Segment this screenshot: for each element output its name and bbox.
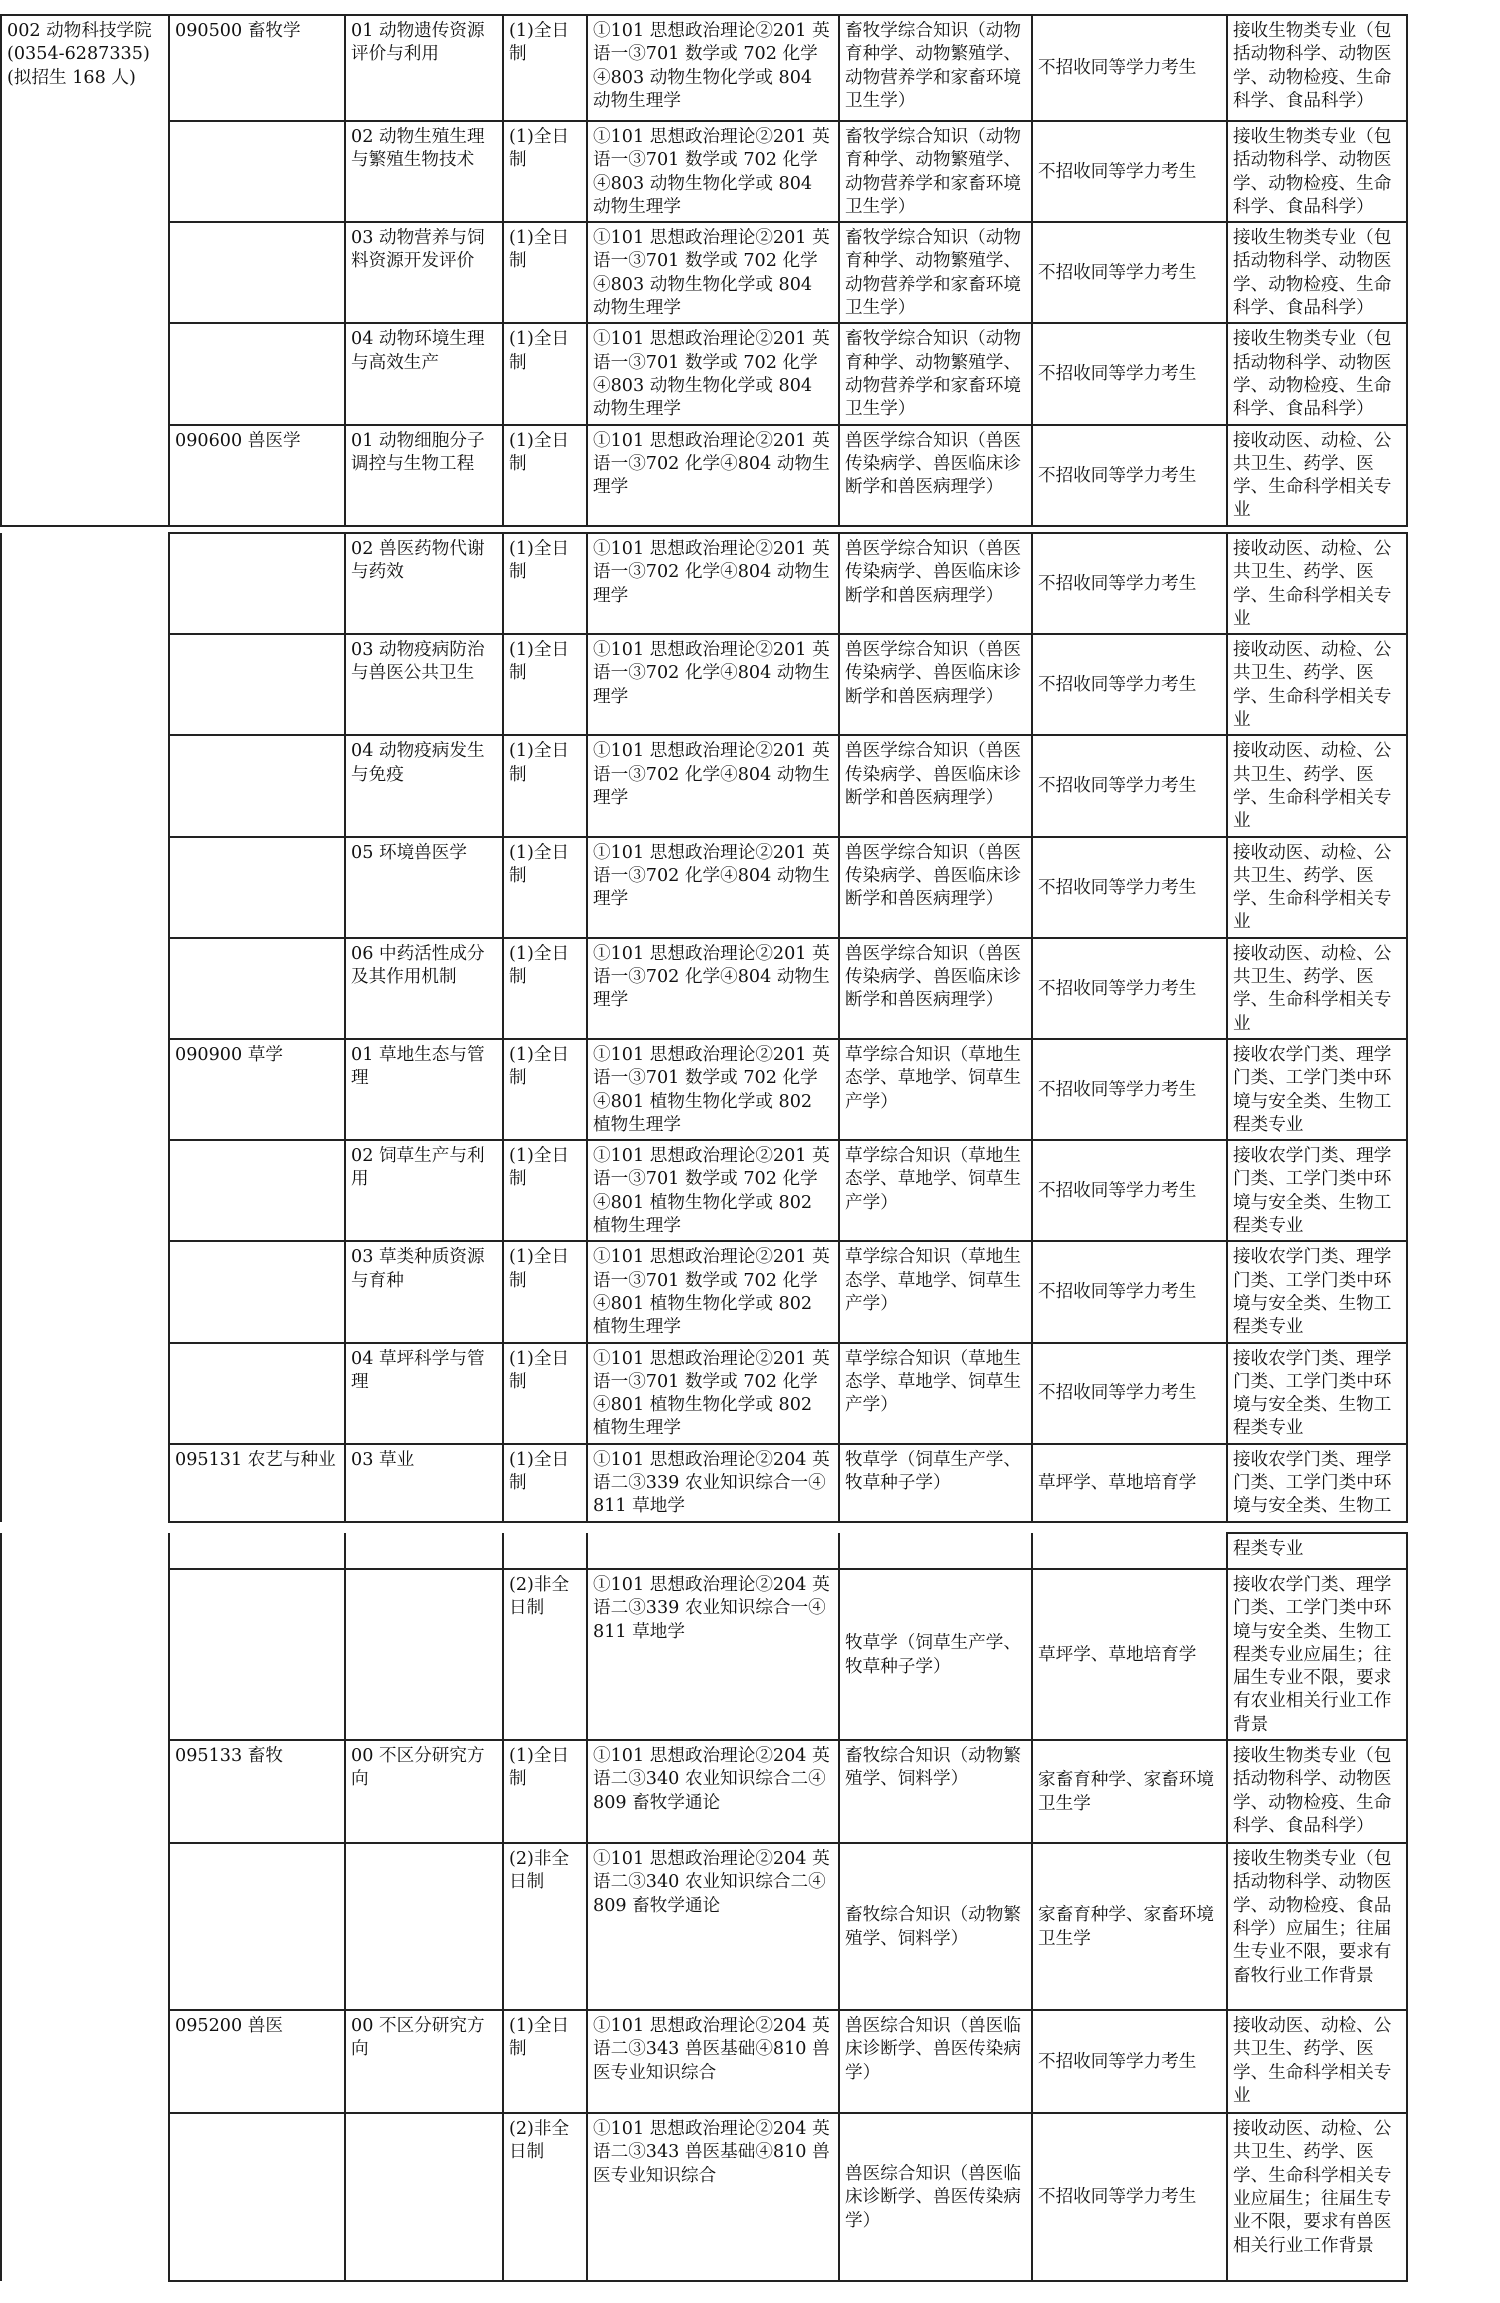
cell-major: 095131 农艺与种业 <box>169 1444 345 1522</box>
table-row <box>1 533 1407 634</box>
cell-retest: 畜牧学综合知识（动物育种学、动物繁殖学、动物营养学和家畜环境卫生学） <box>839 323 1032 424</box>
cell-remark: 接收农学门类、理学门类、工学门类中环境与安全类、生物工程类专业 <box>1227 1343 1407 1444</box>
cell-extra: 不招收同等学力考生 <box>1032 222 1227 323</box>
cell-retest: 兽医综合知识（兽医临床诊断学、兽医传染病学） <box>839 2113 1032 2281</box>
cell-exam: ①101 思想政治理论②201 英语一③701 数学或 702 化学④801 植物生物化学或 802 植物生理学 <box>587 1241 839 1342</box>
cell-direction <box>345 2113 503 2281</box>
cell-extra: 不招收同等学力考生 <box>1032 1039 1227 1140</box>
catalog-table-2 <box>0 532 1408 1523</box>
cell-extra <box>1032 1533 1227 1569</box>
cell-direction <box>345 1843 503 2010</box>
cell-mode: (1)全日制 <box>503 1241 587 1342</box>
cell-exam: ①101 思想政治理论②201 英语一③701 数学或 702 化学④803 动物生物化学或 804 动物生理学 <box>587 121 839 222</box>
cell-mode: (1)全日制 <box>503 1140 587 1241</box>
cell-mode: (2)非全日制 <box>503 2113 587 2281</box>
cell-mode: (1)全日制 <box>503 1444 587 1522</box>
cell-remark: 接收动医、动检、公共卫生、药学、医学、生命科学相关专业 <box>1227 938 1407 1039</box>
table-row <box>1 1569 1407 1740</box>
cell-exam: ①101 思想政治理论②204 英语二③339 农业知识综合一④811 草地学 <box>587 1444 839 1522</box>
cell-remark: 接收生物类专业（包括动物科学、动物医学、动物检疫、生命科学、食品科学） <box>1227 323 1407 424</box>
cell-direction: 03 草类种质资源与育种 <box>345 1241 503 1342</box>
cell-exam: ①101 思想政治理论②201 英语一③702 化学④804 动物生理学 <box>587 425 839 526</box>
cell-remark: 接收动医、动检、公共卫生、药学、医学、生命科学相关专业 <box>1227 533 1407 634</box>
table-row <box>1 1140 1407 1241</box>
cell-extra: 不招收同等学力考生 <box>1032 938 1227 1039</box>
cell-mode: (2)非全日制 <box>503 1569 587 1740</box>
cell-remark: 接收生物类专业（包括动物科学、动物医学、动物检疫、食品科学）应届生；往届生专业不限，要求有畜牧行业工作背景 <box>1227 1843 1407 2010</box>
table-row <box>1 222 1407 323</box>
cell-major <box>169 533 345 634</box>
cell-mode: (1)全日制 <box>503 323 587 424</box>
cell-retest: 畜牧综合知识（动物繁殖学、饲料学） <box>839 1740 1032 1843</box>
cell-exam: ①101 思想政治理论②204 英语二③343 兽医基础④810 兽医专业知识综合 <box>587 2010 839 2113</box>
cell-extra: 不招收同等学力考生 <box>1032 323 1227 424</box>
cell-direction: 04 动物疫病发生与免疫 <box>345 735 503 836</box>
cell-mode: (1)全日制 <box>503 735 587 836</box>
college-cell-empty <box>1 533 169 1522</box>
cell-mode: (1)全日制 <box>503 837 587 938</box>
cell-remark: 程类专业 <box>1227 1533 1407 1569</box>
cell-remark: 接收农学门类、理学门类、工学门类中环境与安全类、生物工程类专业 <box>1227 1039 1407 1140</box>
cell-major <box>169 1140 345 1241</box>
cell-extra: 不招收同等学力考生 <box>1032 735 1227 836</box>
cell-remark: 接收生物类专业（包括动物科学、动物医学、动物检疫、生命科学、食品科学） <box>1227 15 1407 121</box>
cell-mode <box>503 1533 587 1569</box>
cell-exam: ①101 思想政治理论②204 英语二③340 农业知识综合二④809 畜牧学通论 <box>587 1843 839 2010</box>
cell-exam: ①101 思想政治理论②204 英语二③343 兽医基础④810 兽医专业知识综合 <box>587 2113 839 2281</box>
cell-remark: 接收生物类专业（包括动物科学、动物医学、动物检疫、生命科学、食品科学） <box>1227 222 1407 323</box>
cell-major <box>169 1241 345 1342</box>
college-cell <box>1 15 169 526</box>
table-row <box>1 323 1407 424</box>
cell-retest: 牧草学（饲草生产学、牧草种子学） <box>839 1569 1032 1740</box>
cell-exam <box>587 1533 839 1569</box>
college-name: 002 动物科技学院 <box>7 21 152 41</box>
cell-remark: 接收农学门类、理学门类、工学门类中环境与安全类、生物工程类专业 <box>1227 1140 1407 1241</box>
cell-extra: 不招收同等学力考生 <box>1032 1241 1227 1342</box>
cell-extra: 不招收同等学力考生 <box>1032 837 1227 938</box>
cell-exam: ①101 思想政治理论②201 英语一③701 数学或 702 化学④801 植物生物化学或 802 植物生理学 <box>587 1140 839 1241</box>
cell-retest: 兽医学综合知识（兽医传染病学、兽医临床诊断学和兽医病理学） <box>839 533 1032 634</box>
table-row <box>1 1533 1407 1569</box>
cell-extra: 草坪学、草地培育学 <box>1032 1569 1227 1740</box>
table-row <box>1 1843 1407 2010</box>
cell-retest: 兽医学综合知识（兽医传染病学、兽医临床诊断学和兽医病理学） <box>839 837 1032 938</box>
cell-exam: ①101 思想政治理论②201 英语一③702 化学④804 动物生理学 <box>587 837 839 938</box>
table-row <box>1 15 1407 121</box>
cell-mode: (2)非全日制 <box>503 1843 587 2010</box>
college-phone: (0354-6287335) <box>7 44 150 65</box>
cell-major: 090900 草学 <box>169 1039 345 1140</box>
cell-major: 090500 畜牧学 <box>169 15 345 121</box>
cell-direction: 00 不区分研究方向 <box>345 2010 503 2113</box>
table-row <box>1 2113 1407 2281</box>
cell-retest: 畜牧学综合知识（动物育种学、动物繁殖学、动物营养学和家畜环境卫生学） <box>839 222 1032 323</box>
cell-major <box>169 1533 345 1569</box>
cell-retest: 畜牧学综合知识（动物育种学、动物繁殖学、动物营养学和家畜环境卫生学） <box>839 15 1032 121</box>
cell-retest: 畜牧学综合知识（动物育种学、动物繁殖学、动物营养学和家畜环境卫生学） <box>839 121 1032 222</box>
cell-remark: 接收动医、动检、公共卫生、药学、医学、生命科学相关专业 <box>1227 2010 1407 2113</box>
cell-direction: 03 动物疫病防治与兽医公共卫生 <box>345 634 503 735</box>
cell-mode: (1)全日制 <box>503 1740 587 1843</box>
cell-major <box>169 837 345 938</box>
cell-extra: 不招收同等学力考生 <box>1032 533 1227 634</box>
table-row <box>1 1039 1407 1140</box>
cell-major <box>169 1569 345 1740</box>
cell-extra: 家畜育种学、家畜环境卫生学 <box>1032 1843 1227 2010</box>
cell-major <box>169 2113 345 2281</box>
cell-exam: ①101 思想政治理论②204 英语二③340 农业知识综合二④809 畜牧学通论 <box>587 1740 839 1843</box>
cell-direction <box>345 1569 503 1740</box>
cell-retest: 牧草学（饲草生产学、牧草种子学） <box>839 1444 1032 1522</box>
cell-retest: 兽医学综合知识（兽医传染病学、兽医临床诊断学和兽医病理学） <box>839 938 1032 1039</box>
cell-major <box>169 1843 345 2010</box>
cell-remark: 接收农学门类、理学门类、工学门类中环境与安全类、生物工程类专业 <box>1227 1241 1407 1342</box>
cell-mode: (1)全日制 <box>503 15 587 121</box>
cell-extra: 不招收同等学力考生 <box>1032 15 1227 121</box>
table-row <box>1 837 1407 938</box>
cell-major <box>169 121 345 222</box>
cell-major <box>169 938 345 1039</box>
cell-exam: ①101 思想政治理论②201 英语一③701 数学或 702 化学④801 植物生物化学或 802 植物生理学 <box>587 1039 839 1140</box>
cell-extra: 家畜育种学、家畜环境卫生学 <box>1032 1740 1227 1843</box>
table-row <box>1 1241 1407 1342</box>
cell-retest: 草学综合知识（草地生态学、草地学、饲草生产学） <box>839 1241 1032 1342</box>
catalog-table-1 <box>0 14 1408 527</box>
cell-direction: 02 兽医药物代谢与药效 <box>345 533 503 634</box>
table-row <box>1 121 1407 222</box>
cell-retest: 兽医综合知识（兽医临床诊断学、兽医传染病学） <box>839 2010 1032 2113</box>
cell-direction: 01 草地生态与管理 <box>345 1039 503 1140</box>
cell-direction <box>345 1533 503 1569</box>
cell-mode: (1)全日制 <box>503 425 587 526</box>
table-row <box>1 1740 1407 1843</box>
cell-direction: 04 草坪科学与管理 <box>345 1343 503 1444</box>
cell-extra: 不招收同等学力考生 <box>1032 2113 1227 2281</box>
cell-mode: (1)全日制 <box>503 1039 587 1140</box>
table-row <box>1 425 1407 526</box>
cell-retest: 草学综合知识（草地生态学、草地学、饲草生产学） <box>839 1343 1032 1444</box>
cell-retest: 畜牧综合知识（动物繁殖学、饲料学） <box>839 1843 1032 2010</box>
cell-remark: 接收动医、动检、公共卫生、药学、医学、生命科学相关专业 <box>1227 634 1407 735</box>
cell-extra: 草坪学、草地培育学 <box>1032 1444 1227 1522</box>
cell-major: 095133 畜牧 <box>169 1740 345 1843</box>
cell-major <box>169 323 345 424</box>
cell-direction: 01 动物细胞分子调控与生物工程 <box>345 425 503 526</box>
cell-direction: 06 中药活性成分及其作用机制 <box>345 938 503 1039</box>
cell-extra: 不招收同等学力考生 <box>1032 1343 1227 1444</box>
cell-exam: ①101 思想政治理论②201 英语一③701 数学或 702 化学④803 动物生物化学或 804 动物生理学 <box>587 323 839 424</box>
cell-remark: 接收动医、动检、公共卫生、药学、医学、生命科学相关专业 <box>1227 735 1407 836</box>
table-row <box>1 1444 1407 1522</box>
cell-major: 095200 兽医 <box>169 2010 345 2113</box>
cell-mode: (1)全日制 <box>503 121 587 222</box>
cell-direction: 03 草业 <box>345 1444 503 1522</box>
cell-extra: 不招收同等学力考生 <box>1032 634 1227 735</box>
cell-extra: 不招收同等学力考生 <box>1032 121 1227 222</box>
cell-extra: 不招收同等学力考生 <box>1032 1140 1227 1241</box>
cell-retest: 兽医学综合知识（兽医传染病学、兽医临床诊断学和兽医病理学） <box>839 735 1032 836</box>
cell-direction: 05 环境兽医学 <box>345 837 503 938</box>
table-row <box>1 735 1407 836</box>
cell-extra: 不招收同等学力考生 <box>1032 425 1227 526</box>
cell-exam: ①101 思想政治理论②201 英语一③701 数学或 702 化学④801 植物生物化学或 802 植物生理学 <box>587 1343 839 1444</box>
cell-remark: 接收生物类专业（包括动物科学、动物医学、动物检疫、生命科学、食品科学） <box>1227 1740 1407 1843</box>
cell-exam: ①101 思想政治理论②201 英语一③702 化学④804 动物生理学 <box>587 634 839 735</box>
cell-remark: 接收动医、动检、公共卫生、药学、医学、生命科学相关专业 <box>1227 837 1407 938</box>
cell-exam: ①101 思想政治理论②201 英语一③702 化学④804 动物生理学 <box>587 735 839 836</box>
cell-direction: 02 动物生殖生理与繁殖生物技术 <box>345 121 503 222</box>
cell-exam: ①101 思想政治理论②201 英语一③702 化学④804 动物生理学 <box>587 533 839 634</box>
cell-remark: 接收动医、动检、公共卫生、药学、医学、生命科学相关专业应届生；往届生专业不限，要求有兽医相关行业工作背景 <box>1227 2113 1407 2281</box>
cell-mode: (1)全日制 <box>503 222 587 323</box>
table-row <box>1 1343 1407 1444</box>
table-row <box>1 2010 1407 2113</box>
cell-mode: (1)全日制 <box>503 2010 587 2113</box>
cell-major <box>169 1343 345 1444</box>
cell-retest: 草学综合知识（草地生态学、草地学、饲草生产学） <box>839 1039 1032 1140</box>
college-cell-empty <box>1 1533 169 2281</box>
cell-direction: 02 饲草生产与利用 <box>345 1140 503 1241</box>
table-row <box>1 938 1407 1039</box>
cell-mode: (1)全日制 <box>503 1343 587 1444</box>
cell-direction: 00 不区分研究方向 <box>345 1740 503 1843</box>
cell-mode: (1)全日制 <box>503 634 587 735</box>
cell-extra: 不招收同等学力考生 <box>1032 2010 1227 2113</box>
cell-mode: (1)全日制 <box>503 938 587 1039</box>
cell-direction: 03 动物营养与饲料资源开发评价 <box>345 222 503 323</box>
cell-mode: (1)全日制 <box>503 533 587 634</box>
cell-remark: 接收农学门类、理学门类、工学门类中环境与安全类、生物工 <box>1227 1444 1407 1522</box>
cell-exam: ①101 思想政治理论②201 英语一③701 数学或 702 化学④803 动物生物化学或 804 动物生理学 <box>587 15 839 121</box>
cell-retest: 兽医学综合知识（兽医传染病学、兽医临床诊断学和兽医病理学） <box>839 634 1032 735</box>
cell-remark: 接收动医、动检、公共卫生、药学、医学、生命科学相关专业 <box>1227 425 1407 526</box>
college-quota: (拟招生 168 人) <box>7 67 136 88</box>
cell-retest: 草学综合知识（草地生态学、草地学、饲草生产学） <box>839 1140 1032 1241</box>
cell-major: 090600 兽医学 <box>169 425 345 526</box>
table-row <box>1 634 1407 735</box>
catalog-table-3 <box>0 1532 1408 2282</box>
cell-exam: ①101 思想政治理论②201 英语一③702 化学④804 动物生理学 <box>587 938 839 1039</box>
cell-retest <box>839 1533 1032 1569</box>
cell-remark: 接收农学门类、理学门类、工学门类中环境与安全类、生物工程类专业应届生；往届生专业不限，要求有农业相关行业工作背景 <box>1227 1569 1407 1740</box>
cell-major <box>169 735 345 836</box>
cell-major <box>169 222 345 323</box>
cell-remark: 接收生物类专业（包括动物科学、动物医学、动物检疫、生命科学、食品科学） <box>1227 121 1407 222</box>
cell-retest: 兽医学综合知识（兽医传染病学、兽医临床诊断学和兽医病理学） <box>839 425 1032 526</box>
cell-direction: 01 动物遗传资源评价与利用 <box>345 15 503 121</box>
cell-major <box>169 634 345 735</box>
cell-exam: ①101 思想政治理论②201 英语一③701 数学或 702 化学④803 动物生物化学或 804 动物生理学 <box>587 222 839 323</box>
cell-exam: ①101 思想政治理论②204 英语二③339 农业知识综合一④811 草地学 <box>587 1569 839 1740</box>
cell-direction: 04 动物环境生理与高效生产 <box>345 323 503 424</box>
